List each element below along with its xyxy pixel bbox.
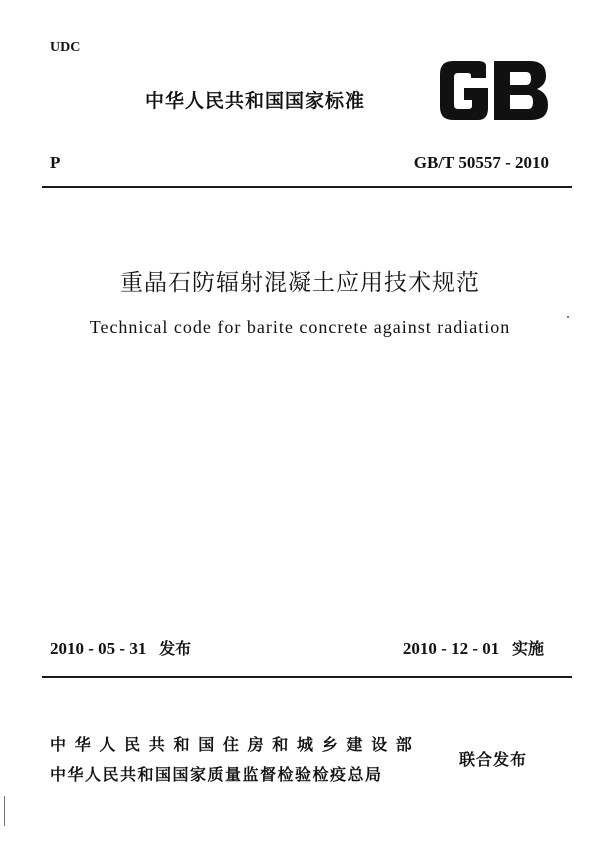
publisher-aqsiq: 中华人民共和国国家质量监督检验检疫总局 — [50, 765, 383, 784]
title-chinese: 重晶石防辐射混凝土应用技术规范 — [120, 270, 480, 296]
udc-label: UDC — [50, 40, 81, 55]
gb-logo — [438, 60, 550, 122]
bottom-divider — [42, 676, 572, 678]
implement-date: 2010 - 12 - 01 — [402, 639, 500, 658]
scan-edge-mark — [4, 796, 5, 826]
speck — [567, 316, 569, 318]
title-english: Technical code for barite concrete against radiation — [89, 317, 511, 337]
standard-number: GB/T 50557 - 2010 — [413, 153, 549, 172]
standard-type: 中华人民共和国国家标准 — [145, 90, 366, 112]
issue-date: 2010 - 05 - 31 — [50, 639, 147, 658]
joint-issue-label: 联合发布 — [459, 750, 528, 769]
publisher-ministry: 中华人民共和国住房和城乡建设部 — [50, 735, 421, 754]
issue-label: 发布 — [159, 639, 192, 658]
category-code: P — [50, 153, 61, 172]
issue-date-block — [50, 636, 191, 659]
top-divider — [42, 186, 572, 188]
implement-date-block — [403, 636, 544, 659]
implement-label: 实施 — [511, 639, 544, 658]
